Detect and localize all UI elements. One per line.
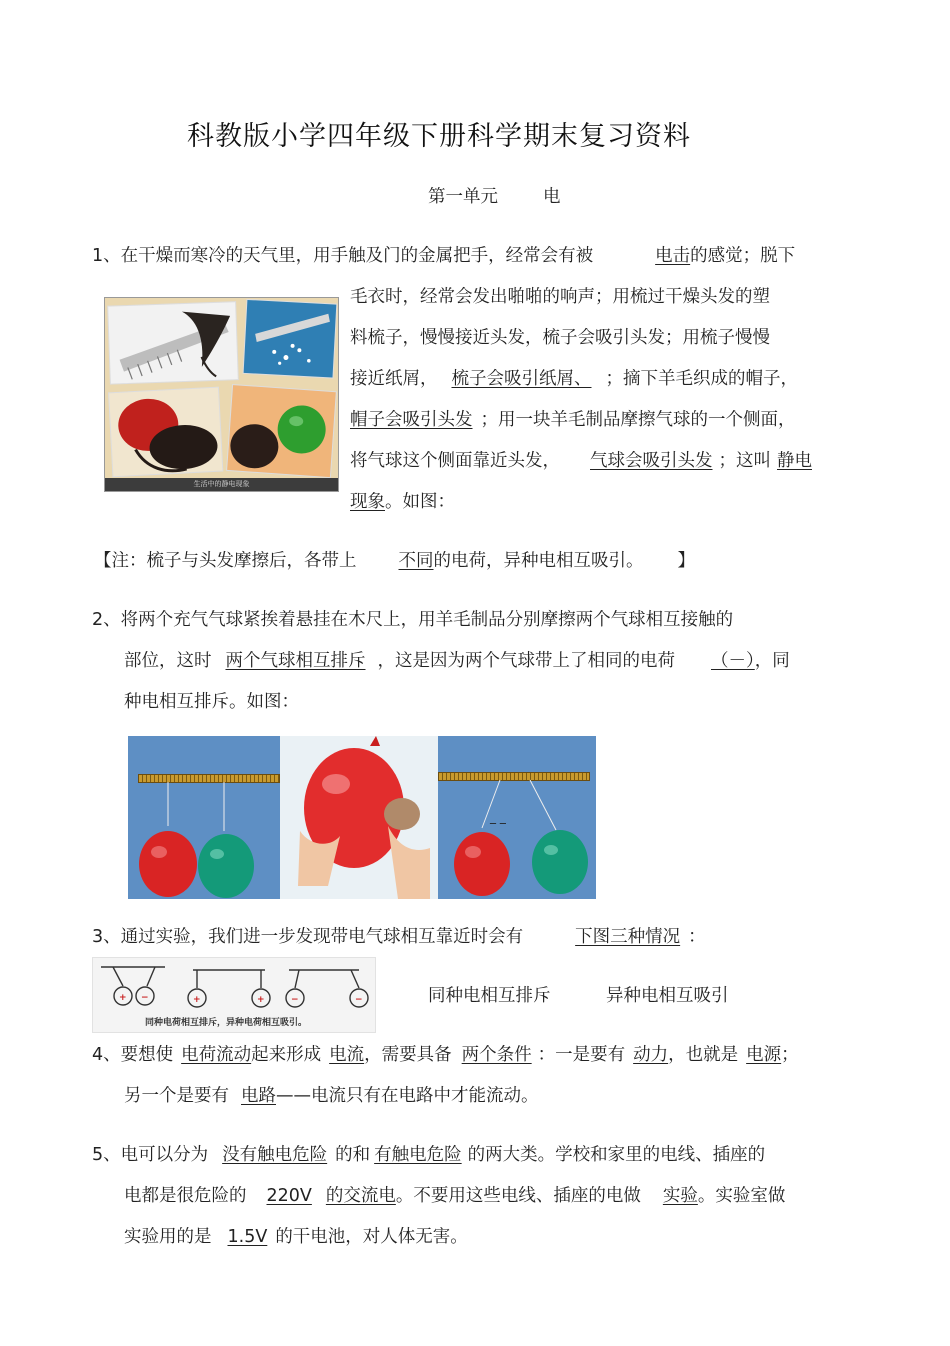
q5-line-2: 电都是很危险的 220V 的交流电。不要用这些电线、插座的电做 实验。实验室做: [124, 1186, 786, 1206]
q1-line-5: 帽子会吸引头发 ；用一块羊毛制品摩擦气球的一个侧面，: [350, 410, 796, 430]
label-same-repel: 同种电相互排斥: [428, 986, 551, 1006]
q1-answer-balloon-hair: 气球会吸引头发: [590, 451, 713, 471]
q3-line: 3、通过实验，我们进一步发现带电气球相互靠近时会有 下图三种情况 ：: [92, 927, 706, 947]
q4-line-1: 4、要想使 电荷流动起来形成 电流，需要具备 两个条件 ：一是要有 动力，也就是 电源；: [92, 1045, 799, 1065]
q1-answer-comb-paper: 梳子会吸引纸屑、: [451, 369, 592, 389]
q4-line-2: 另一个是要有 电路——电流只有在电路中才能流动。: [124, 1086, 539, 1106]
note-line: 【注：梳子与头发摩擦后，各带上 不同的电荷，异种电相互吸引。 】: [94, 551, 695, 571]
q1-answer-phenomenon: 现象: [350, 492, 385, 512]
q2-line-1: 2、将两个充气气球紧挨着悬挂在木尺上，用羊毛制品分别摩擦两个气球相互接触的: [92, 610, 734, 630]
label-different-attract: 异种电相互吸引: [606, 986, 729, 1006]
q2-line-3: 种电相互排斥。如图：: [124, 692, 299, 712]
diagram-caption: 同种电荷相互排斥，异种电荷相互吸引。: [145, 1018, 308, 1028]
charge-interaction-diagram: [92, 957, 376, 1033]
balloons-before-svg: [128, 736, 280, 899]
q1-line-6: 将气球这个侧面靠近头发， 气球会吸引头发 ；这叫 静电: [350, 451, 812, 471]
static-photo-caption: 生活中的静电现象: [193, 480, 250, 488]
static-collage-svg: [105, 298, 338, 491]
q2-answer-repel: 两个气球相互排斥: [225, 651, 366, 671]
svg-text:+: +: [257, 995, 265, 1005]
q5-answer-ac: 的交流电: [325, 1186, 396, 1206]
page-title: 科教版小学四年级下册科学期末复习资料: [187, 121, 691, 152]
q4-answer-power: 动力: [633, 1045, 669, 1065]
q4-answer-current: 电流: [329, 1045, 365, 1065]
svg-text:−: −: [355, 995, 363, 1005]
q4-answer-power-source: 电源: [746, 1045, 782, 1065]
svg-text:−: −: [141, 993, 149, 1003]
balloons-before-photo: [128, 736, 280, 899]
q5-line-1: 5、电可以分为 没有触电危险 的和 有触电危险 的两大类。学校和家里的电线、插座的: [92, 1145, 766, 1165]
q5-answer-no-shock: 没有触电危险: [222, 1145, 328, 1165]
svg-text:+: +: [119, 993, 127, 1003]
rubbing-balloon-svg: [280, 736, 438, 899]
svg-text:−: −: [291, 995, 299, 1005]
svg-text:+: +: [193, 995, 201, 1005]
q5-answer-experiment: 实验: [662, 1186, 698, 1206]
q1-line-7: 现象。如图：: [350, 492, 455, 512]
rubbing-balloon-photo: [280, 736, 438, 899]
q1-answer-static: 静电: [777, 451, 812, 471]
unit-label: 第一单元: [428, 187, 498, 207]
q3-answer-three-cases: 下图三种情况: [575, 927, 681, 947]
q1-answer-hat-hair: 帽子会吸引头发: [350, 410, 473, 430]
q5-answer-1-5v: 1.5V: [227, 1227, 268, 1247]
q4-answer-two-conditions: 两个条件: [461, 1045, 532, 1065]
q5-answer-shock: 有触电危险: [374, 1145, 462, 1165]
balloons-after-svg: [438, 736, 596, 899]
static-electricity-photo: [104, 297, 339, 492]
q1-line-3: 料梳子，慢慢接近头发，梳子会吸引头发；用梳子慢慢: [350, 328, 770, 348]
charge-marks: _ _: [490, 810, 506, 824]
q4-answer-charge-flow: 电荷流动: [181, 1045, 252, 1065]
balloons-after-photo: [438, 736, 596, 899]
q1-answer-electric-shock: 电击: [655, 246, 691, 266]
q1-line-2: 毛衣时，经常会发出啪啪的响声；用梳过干燥头发的塑: [350, 287, 770, 307]
unit-name: 电: [543, 187, 561, 207]
q4-answer-circuit: 电路: [241, 1086, 276, 1106]
note-answer-different: 不同: [398, 551, 434, 571]
q5-line-3: 实验用的是 1.5V 的干电池，对人体无害。: [124, 1227, 468, 1247]
q2-answer-negative: （－）: [711, 651, 755, 671]
q1-line-1: 1、在干燥而寒冷的天气里，用手触及门的金属把手，经常会有被 电击的感觉；脱下: [92, 246, 796, 266]
q1-line-4: 接近纸屑， 梳子会吸引纸屑、 ；摘下羊毛织成的帽子，: [350, 369, 798, 389]
q2-line-2: 部位，这时 两个气球相互排斥 ，这是因为两个气球带上了相同的电荷 （－），同: [124, 651, 790, 671]
q5-answer-220v: 220V: [266, 1186, 312, 1206]
